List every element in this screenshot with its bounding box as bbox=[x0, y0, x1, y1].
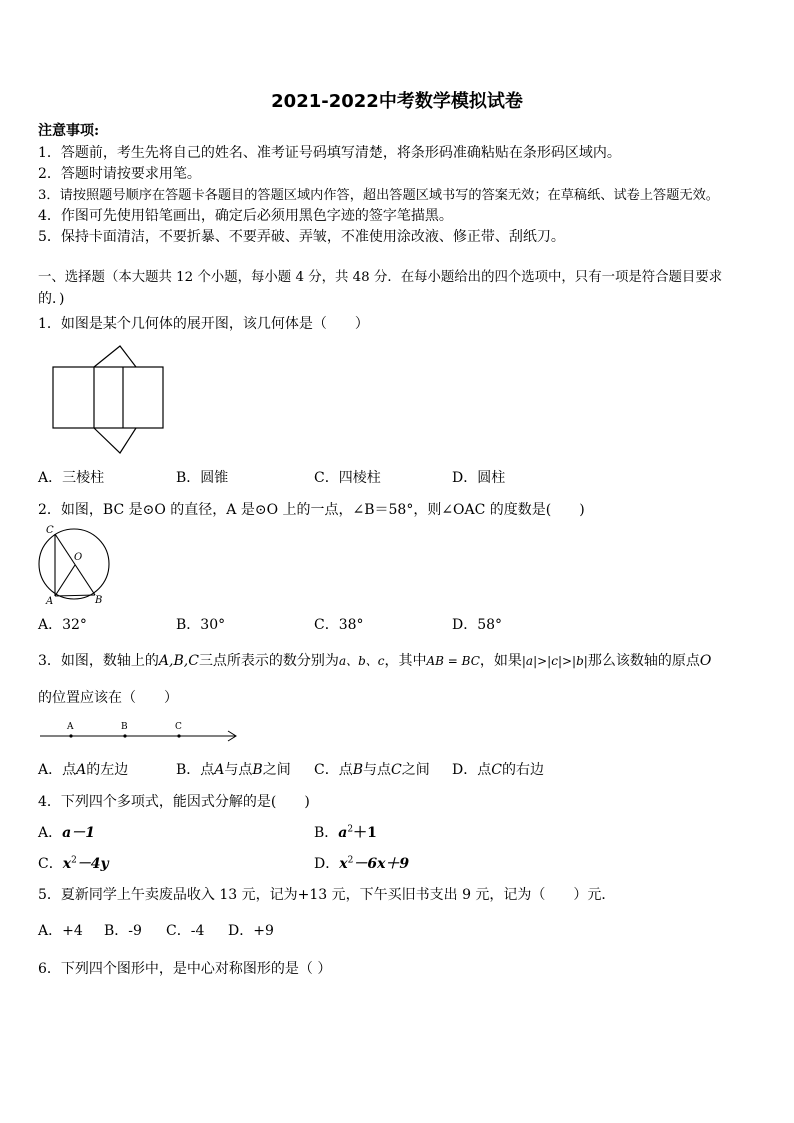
note-item-5: 5．保持卡面清洁，不要折暴、不要弄破、弄皱，不准使用涂改液、修正带、刮纸刀。 bbox=[38, 229, 565, 245]
q2-option-d: D．58° bbox=[452, 617, 503, 633]
point-a bbox=[69, 734, 72, 737]
net-rectangles-outline bbox=[53, 367, 163, 428]
q3-stem-text: ，其中 bbox=[384, 653, 427, 669]
question-2-stem: 2．如图，BC 是⊙O 的直径，A 是⊙O 上的一点，∠B＝58°，则∠OAC 的度数是( ) bbox=[38, 502, 585, 518]
label-c: C bbox=[175, 722, 182, 732]
q5-option-b: B．-9 bbox=[104, 923, 142, 939]
point-b bbox=[123, 734, 126, 737]
q3-condition-equal: AB = BC bbox=[426, 654, 480, 668]
section-heading-line2: 的．) bbox=[38, 291, 65, 307]
q4-option-d: D．$x^2-6x+9$ bbox=[314, 855, 410, 872]
note-item-1: 1．答题前，考生先将自己的姓名、准考证号码填写清楚，将条形码准确粘贴在条形码区域内。 bbox=[38, 145, 621, 161]
q3-values: a、b、c bbox=[338, 654, 385, 668]
question-4-stem: 4．下列四个多项式，能因式分解的是( ) bbox=[38, 794, 310, 810]
q3-condition-abs: |a|>|c|>|b| bbox=[521, 654, 588, 668]
label-a: A bbox=[46, 596, 54, 606]
section-heading-line1: 一、选择题（本大题共 12 个小题，每小题 4 分，共 48 分．在每小题给出的四个选项中，只有一项是符合题目要求 bbox=[38, 270, 723, 285]
q3-option-a: A．点A的左边 bbox=[38, 762, 129, 778]
q3-option-b: B．点A与点B之间 bbox=[176, 762, 291, 778]
net-top-triangle bbox=[94, 346, 136, 367]
q5-option-a: A．+4 bbox=[38, 923, 83, 939]
q3-stem-text: 那么该数轴的原点 bbox=[587, 653, 700, 669]
label-o: O bbox=[74, 552, 83, 563]
q3-stem-text: 三点所表示的数分别为 bbox=[198, 653, 339, 669]
q1-option-d: D．圆柱 bbox=[452, 470, 506, 486]
q4-option-c: C．$x^2-4y$ bbox=[38, 855, 109, 872]
number-line-figure bbox=[38, 718, 242, 746]
q1-option-a: A．三棱柱 bbox=[38, 470, 105, 486]
notes-heading: 注意事项: bbox=[38, 123, 100, 139]
q3-option-c: C．点B与点C之间 bbox=[314, 762, 430, 778]
point-c bbox=[177, 734, 180, 737]
label-b: B bbox=[95, 595, 103, 606]
question-1-stem: 1．如图是某个几何体的展开图，该几何体是（ ） bbox=[38, 316, 369, 332]
q4-option-b: B．$a^2+1$ bbox=[314, 824, 377, 841]
question-3-stem-line2: 的位置应该在（ ） bbox=[38, 690, 178, 706]
net-bottom-triangle bbox=[94, 428, 136, 453]
q2-option-c: C．38° bbox=[314, 617, 364, 633]
note-item-3: 3．请按照题号顺序在答题卡各题目的答题区域内作答，超出答题区域书写的答案无效；在草稿纸、试卷上答题无效。 bbox=[38, 188, 719, 203]
prism-net-figure bbox=[50, 343, 166, 459]
q5-option-d: D．+9 bbox=[228, 923, 274, 939]
radius-oa bbox=[55, 565, 75, 596]
note-item-2: 2．答题时请按要求用笔。 bbox=[38, 166, 201, 182]
page-title: 2021-2022中考数学模拟试卷 bbox=[271, 91, 523, 112]
question-5-stem: 5．夏新同学上午卖废品收入 13 元，记为+13 元，下午买旧书支出 9 元，记为（ ）元． bbox=[38, 887, 616, 903]
label-a: A bbox=[67, 722, 74, 732]
q5-option-c: C．-4 bbox=[166, 923, 205, 939]
q3-stem-text: 3．如图，数轴上的 bbox=[38, 653, 159, 669]
question-6-stem: 6．下列四个图形中，是中心对称图形的是（ ） bbox=[38, 961, 332, 977]
circle-o bbox=[39, 529, 109, 599]
q2-option-b: B．30° bbox=[176, 617, 226, 633]
q4-option-a: A．a－1 bbox=[38, 825, 95, 841]
label-c: C bbox=[46, 525, 54, 536]
q1-option-c: C．四棱柱 bbox=[314, 470, 381, 486]
q3-stem-text: ，如果 bbox=[479, 653, 522, 669]
q1-option-b: B．圆锥 bbox=[176, 470, 229, 486]
question-3-stem bbox=[38, 650, 711, 670]
note-item-4: 4．作图可先使用铅笔画出，确定后必须用黑色字迹的签字笔描黑。 bbox=[38, 208, 453, 224]
q3-option-d: D．点C的右边 bbox=[452, 762, 544, 778]
q3-origin: O bbox=[699, 653, 712, 669]
q3-points: A,B,C bbox=[158, 653, 199, 669]
circle-figure bbox=[34, 522, 114, 606]
q2-option-a: A．32° bbox=[38, 617, 87, 633]
label-b: B bbox=[121, 722, 128, 732]
